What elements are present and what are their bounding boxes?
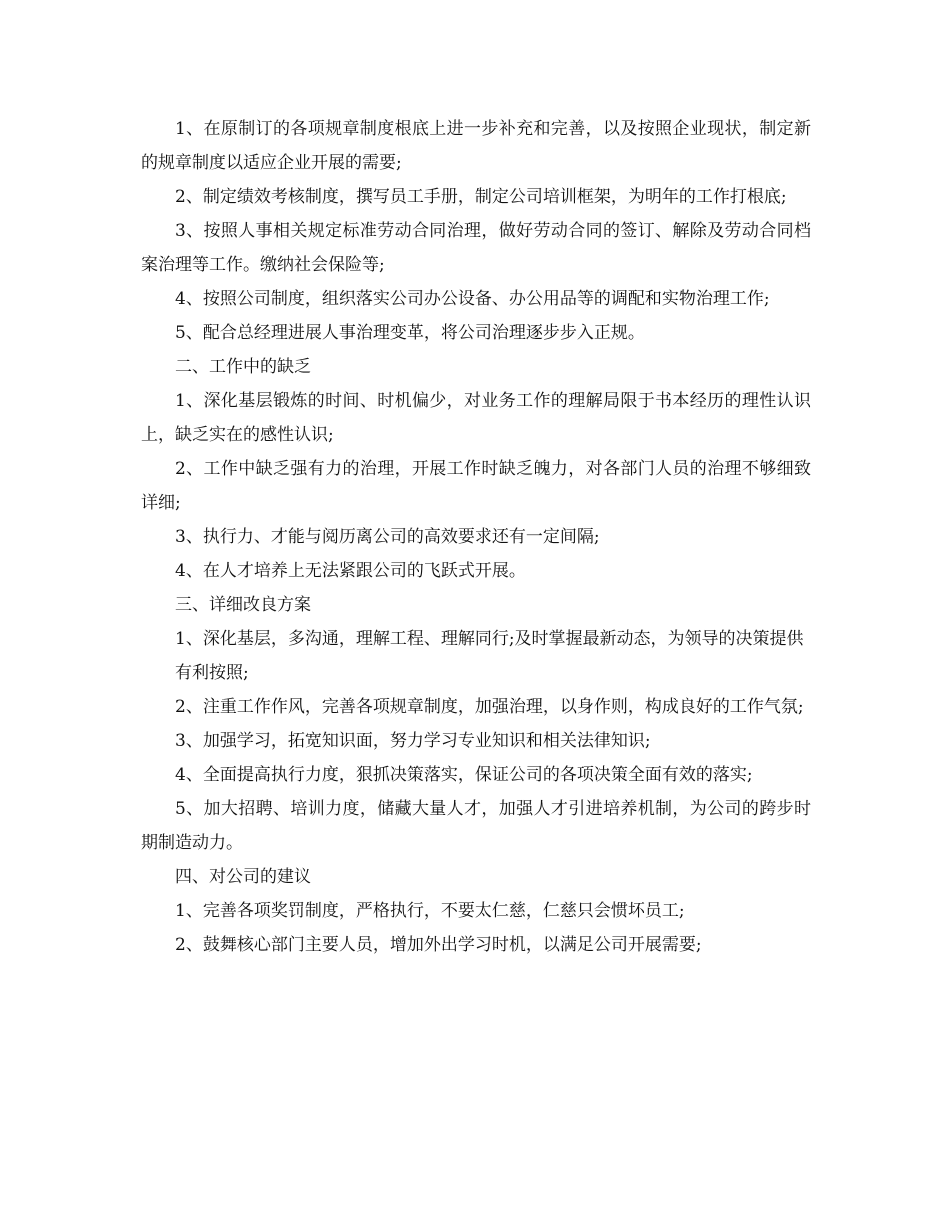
paragraph-4: 4、按照公司制度，组织落实公司办公设备、办公用品等的调配和实物治理工作; bbox=[175, 289, 770, 309]
paragraph-15: 5、加大招聘、培训力度，储藏大量人才，加强人才引进培养机制，为公司的跨步时期制造动力。 bbox=[141, 799, 811, 853]
section-heading-suggestions: 四、对公司的建议 bbox=[175, 867, 311, 887]
paragraph-14: 4、全面提高执行力度，狠抓决策落实，保证公司的各项决策全面有效的落实; bbox=[175, 765, 753, 785]
paragraph-13: 3、加强学习，拓宽知识面，努力学习专业知识和相关法律知识; bbox=[175, 731, 651, 751]
paragraph-2: 2、制定绩效考核制度，撰写员工手册，制定公司培训框架，为明年的工作打根底; bbox=[175, 187, 787, 207]
paragraph-8: 3、执行力、才能与阅历离公司的高效要求还有一定间隔; bbox=[175, 527, 600, 547]
paragraph-9: 4、在人才培养上无法紧跟公司的飞跃式开展。 bbox=[175, 561, 526, 581]
paragraph-5: 5、配合总经理进展人事治理变革，将公司治理逐步步入正规。 bbox=[175, 323, 645, 343]
section-heading-improvement-plan: 三、详细改良方案 bbox=[175, 595, 311, 615]
section-heading-shortcomings: 二、工作中的缺乏 bbox=[175, 357, 311, 377]
paragraph-11: 有利按照; bbox=[175, 663, 249, 683]
paragraph-12: 2、注重工作作风，完善各项规章制度，加强治理，以身作则，构成良好的工作气氛; bbox=[175, 697, 804, 717]
paragraph-1: 1、在原制订的各项规章制度根底上进一步补充和完善，以及按照企业现状，制定新的规章制度以适应企业开展的需要; bbox=[141, 119, 811, 173]
paragraph-17: 2、鼓舞核心部门主要人员，增加外出学习时机，以满足公司开展需要; bbox=[175, 935, 702, 955]
paragraph-7: 2、工作中缺乏强有力的治理，开展工作时缺乏魄力，对各部门人员的治理不够细致详细; bbox=[141, 459, 811, 513]
paragraph-6: 1、深化基层锻炼的时间、时机偏少，对业务工作的理解局限于书本经历的理性认识上，缺乏实在的感性认识; bbox=[141, 391, 811, 445]
paragraph-16: 1、完善各项奖罚制度，严格执行，不要太仁慈，仁慈只会惯坏员工; bbox=[175, 901, 685, 921]
document-body bbox=[141, 112, 811, 962]
paragraph-10: 1、深化基层，多沟通，理解工程、理解同行;及时掌握最新动态，为领导的决策提供 bbox=[175, 629, 804, 649]
paragraph-3: 3、按照人事相关规定标准劳动合同治理，做好劳动合同的签订、解除及劳动合同档案治理等工作。缴纳社会保险等; bbox=[141, 221, 811, 275]
